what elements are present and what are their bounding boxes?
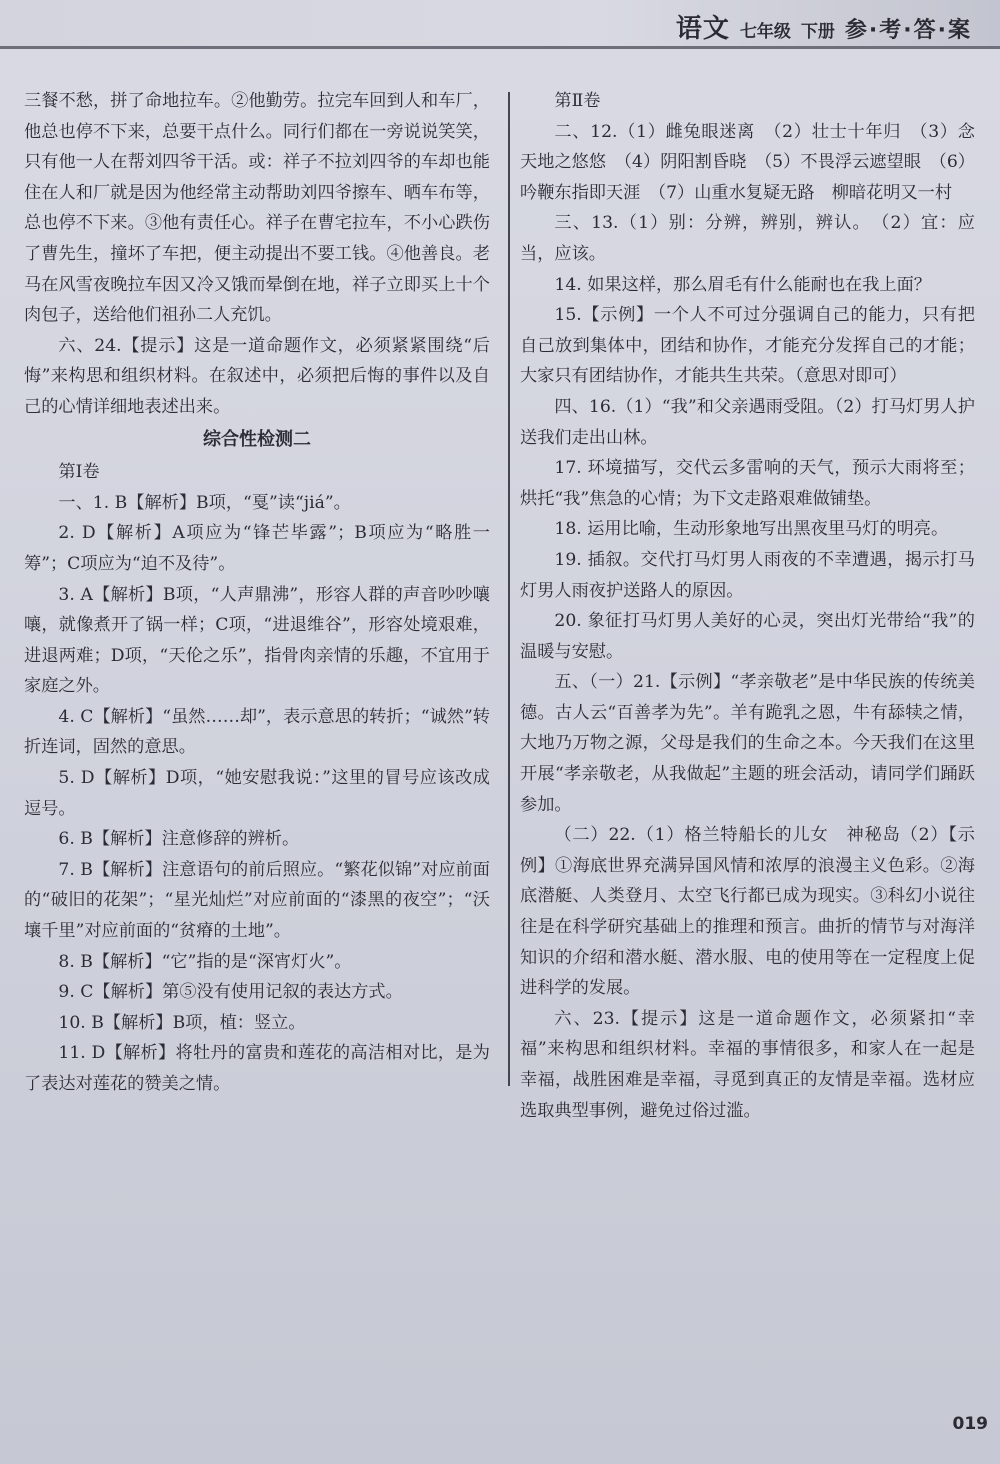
- answer-paragraph: 第Ⅰ卷: [58, 462, 100, 483]
- subject-logo: 语文: [675, 14, 730, 44]
- right-column: [520, 86, 975, 1126]
- answer-paragraph: 19. 插叙。交代打马灯男人雨夜的不幸遭遇，揭示打马灯男人雨夜护送路人的原因。: [520, 549, 975, 601]
- answer-paragraph: 5. D【解析】D项，“她安慰我说：”这里的冒号应该改成逗号。: [24, 768, 490, 819]
- column-divider: [508, 92, 510, 1086]
- left-column: [24, 86, 490, 1100]
- answer-paragraph: 8. B【解析】“它”指的是“深宵灯火”。: [58, 951, 352, 972]
- answer-paragraph: 二、12.（1）雌兔眼迷离 （2）壮士十年归 （3）念天地之悠悠 （4）阴阳割昏晓 （5）不畏浮云遮望眼 （6）吟鞭东指即天涯 （7）山重水复疑无路 柳暗花明又一村: [520, 121, 975, 203]
- answer-paragraph: 11. D【解析】将牡丹的富贵和莲花的高洁相对比，是为了表达对莲花的赞美之情。: [24, 1043, 490, 1094]
- answer-paragraph: 9. C【解析】第⑤没有使用记叙的表达方式。: [58, 982, 403, 1003]
- answer-paragraph: 五、（一）21.【示例】“孝亲敬老”是中华民族的传统美德。古人云“百善孝为先”。羊有跪乳之恩，牛有舔犊之情，大地乃万物之源，父母是我们的生命之本。今天我们在这里开展“孝亲敬老，从我做起”主题的班会活动，请同学们踊跃参加。: [520, 672, 975, 815]
- section-heading: 综合性检测二: [203, 428, 311, 450]
- answer-paragraph: 一、1. B【解析】B项，“戛”读“jiá”。: [58, 492, 351, 513]
- answer-paragraph: 15.【示例】一个人不可过分强调自己的能力，只有把自己放到集体中，团结和协作，才能充分发挥自己的才能；大家只有团结协作，才能共生共荣。（意思对即可）: [520, 305, 975, 387]
- answer-paragraph: 6. B【解析】注意修辞的辨析。: [58, 829, 300, 850]
- answers-label: 参·考·答·案: [844, 18, 972, 43]
- answer-paragraph: 10. B【解析】B项，植：竖立。: [58, 1012, 306, 1033]
- answer-paragraph: 三、13.（1）别：分辨，辨别，辨认。 （2）宜：应当，应该。: [520, 213, 975, 264]
- answer-paragraph: 三餐不愁，拼了命地拉车。②他勤劳。拉完车回到人和车厂，他总也停不下来，总要干点什么。同行们都在一旁说说笑笑，只有他一人在帮刘四爷干活。或：祥子不拉刘四爷的车却也能住在人和厂就是因为他经常主动帮助刘四爷擦车、晒车布等，总也停不下来。③他有责任心。祥子在曹宅拉车，不小心跌伤了曹先生，撞坏了车把，便主动提出不要工钱。④他善良。老马在风雪夜晚拉车因又冷又饿而晕倒在地，祥子立即买上十个肉包子，送给他们祖孙二人充饥。: [24, 91, 490, 326]
- answer-paragraph: 7. B【解析】注意语句的前后照应。“繁花似锦”对应前面的“破旧的花架”；“星光灿烂”对应前面的“漆黑的夜空”；“沃壤千里”对应前面的“贫瘠的土地”。: [24, 859, 490, 942]
- header-title: [675, 8, 972, 44]
- answer-paragraph: 4. C【解析】“虽然……却”，表示意思的转折；“诚然”转折连词，固然的意思。: [24, 706, 490, 758]
- answer-paragraph: （二）22.（1）格兰特船长的儿女 神秘岛（2）【示例】①海底世界充满异国风情和浓厚的浪漫主义色彩。②海底潜艇、人类登月、太空飞行都已成为现实。③科幻小说往往是在科学研究基础上的推理和预言。曲折的情节与对海洋知识的介绍和潜水艇、潜水服、电的使用等在一定程度上促进科学的发展。: [520, 825, 975, 999]
- answer-paragraph: 六、24.【提示】这是一道命题作文，必须紧紧围绕“后悔”来构思和组织材料。在叙述中，必须把后悔的事件以及自己的心情详细地表述出来。: [24, 335, 490, 417]
- answer-paragraph: 14. 如果这样，那么眉毛有什么能耐也在我上面？: [554, 274, 931, 295]
- grade-label: 七年级: [739, 22, 791, 42]
- page-header: [0, 0, 1000, 49]
- answer-paragraph: 3. A【解析】B项，“人声鼎沸”，形容人群的声音吵吵嚷嚷，就像煮开了锅一样；C项，“进退维谷”，形容处境艰难，进退两难；D项，“天伦之乐”，指骨肉亲情的乐趣，不宜用于家庭之外。: [24, 584, 490, 697]
- answer-paragraph: 2. D【解析】A项应为“锋芒毕露”；B项应为“略胜一筹”；C项应为“迫不及待”。: [24, 523, 490, 574]
- answer-paragraph: 第Ⅱ卷: [554, 91, 601, 111]
- answer-paragraph: 18. 运用比喻，生动形象地写出黑夜里马灯的明亮。: [554, 519, 949, 540]
- answer-paragraph: 17. 环境描写，交代云多雷响的天气，预示大雨将至；烘托“我”焦急的心情；为下文走路艰难做铺垫。: [520, 458, 975, 509]
- answer-paragraph: 20. 象征打马灯男人美好的心灵，突出灯光带给“我”的温暖与安慰。: [520, 611, 975, 662]
- answer-paragraph: 四、16.（1）“我”和父亲遇雨受阻。（2）打马灯男人护送我们走出山林。: [520, 396, 975, 448]
- answer-paragraph: 六、23.【提示】这是一道命题作文，必须紧扣“幸福”来构思和组织材料。幸福的事情很多，和家人在一起是幸福，战胜困难是幸福，寻觅到真正的友情是幸福。选材应选取典型事例，避免过俗过滥。: [520, 1008, 975, 1121]
- term-label: 下册: [800, 22, 835, 42]
- page-number: 019: [952, 1414, 988, 1434]
